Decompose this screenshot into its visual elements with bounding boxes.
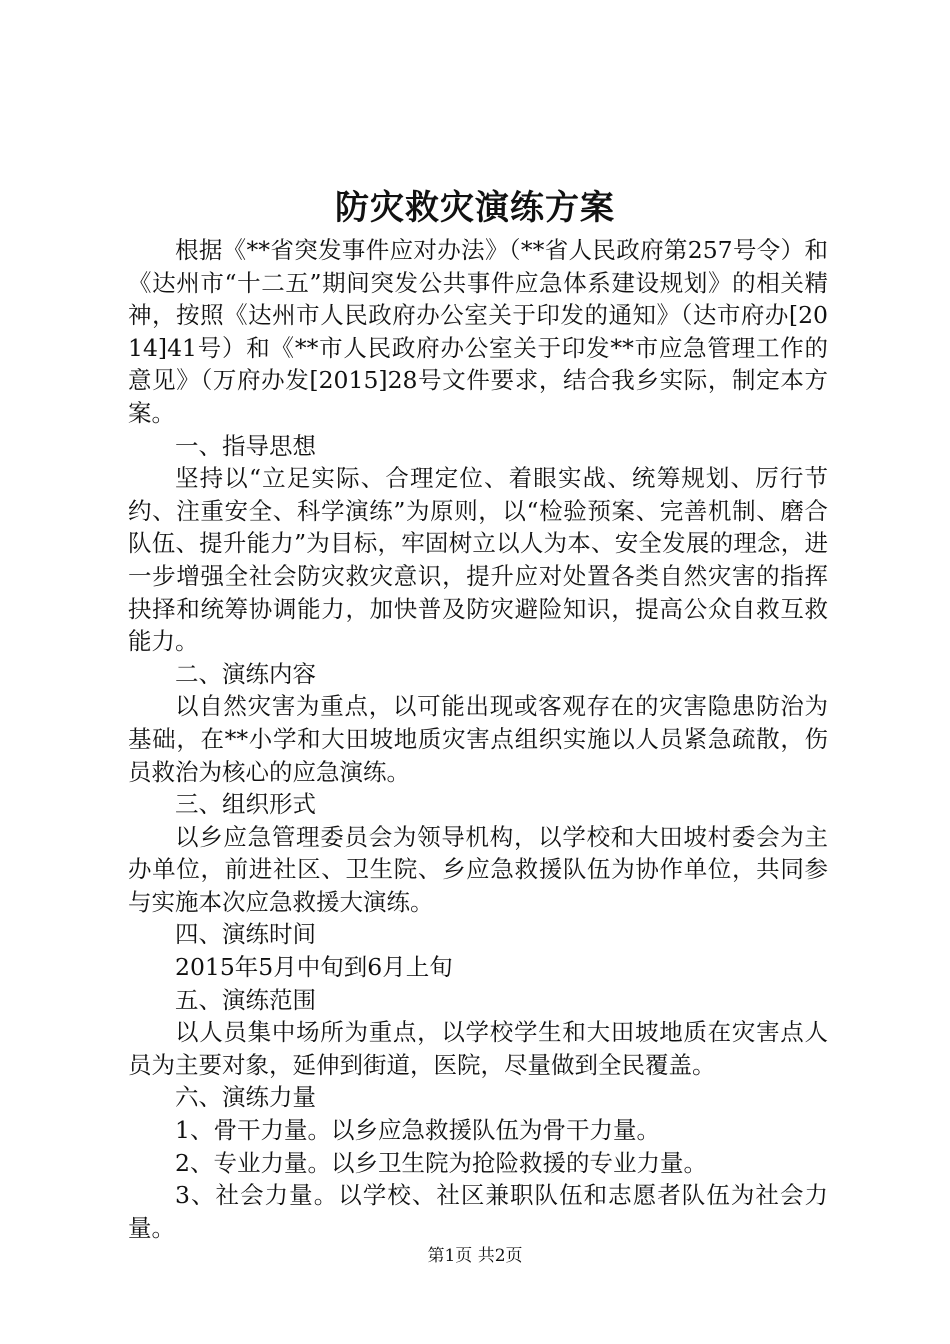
document-body	[128, 234, 828, 1244]
list-item: 3、社会力量。以学校、社区兼职队伍和志愿者队伍为社会力量。	[128, 1181, 828, 1242]
page-number-footer: 第1页 共2页	[427, 1246, 523, 1266]
section-heading-drill-scope: 五、演练范围	[175, 985, 316, 1014]
list-item: 1、骨干力量。以乡应急救援队伍为骨干力量。	[175, 1116, 660, 1145]
section-paragraph: 以自然灾害为重点，以可能出现或客观存在的灾害隐患防治为基础，在**小学和大田坡地质灾害点组织实施以人员紧急疏散，伤员救治为核心的应急演练。	[128, 692, 828, 786]
list-item: 2、专业力量。以乡卫生院为抢险救援的专业力量。	[175, 1148, 707, 1177]
section-paragraph: 以乡应急管理委员会为领导机构，以学校和大田坡村委会为主办单位，前进社区、卫生院、乡应急救援队伍为协作单位，共同参与实施本次应急救援大演练。	[128, 822, 828, 916]
section-heading-drill-forces: 六、演练力量	[175, 1083, 316, 1112]
section-heading-guiding-ideology: 一、指导思想	[175, 431, 316, 460]
section-paragraph: 坚持以“立足实际、合理定位、着眼实战、统筹规划、厉行节约、注重安全、科学演练”为原则，以“检验预案、完善机制、磨合队伍、提升能力”为目标，牢固树立以人为本、安全发展的理念，进一步增强全社会防灾救灾意识，提升应对处置各类自然灾害的指挥抉择和统筹协调能力，加快普及防灾避险知识，提高公众自救互救能力。	[128, 464, 828, 656]
section-heading-organization-form: 三、组织形式	[175, 790, 316, 819]
section-paragraph: 2015年5月中旬到6月上旬	[175, 953, 453, 982]
section-heading-drill-time: 四、演练时间	[175, 920, 316, 949]
section-heading-drill-content: 二、演练内容	[175, 659, 316, 688]
intro-paragraph: 根据《**省突发事件应对办法》（**省人民政府第257号令）和《达州市“十二五”期间突发公共事件应急体系建设规划》的相关精神，按照《达州市人民政府办公室关于印发的通知》（达市府办[2014]41号）和《**市人民政府办公室关于印发**市应急管理工作的意见》（万府办发[2015]28号文件要求，结合我乡实际，制定本方案。	[128, 236, 828, 427]
section-paragraph: 以人员集中场所为重点，以学校学生和大田坡地质在灾害点人员为主要对象，延伸到街道，医院，尽量做到全民覆盖。	[128, 1018, 828, 1079]
document-title: 防灾救灾演练方案	[335, 188, 615, 228]
